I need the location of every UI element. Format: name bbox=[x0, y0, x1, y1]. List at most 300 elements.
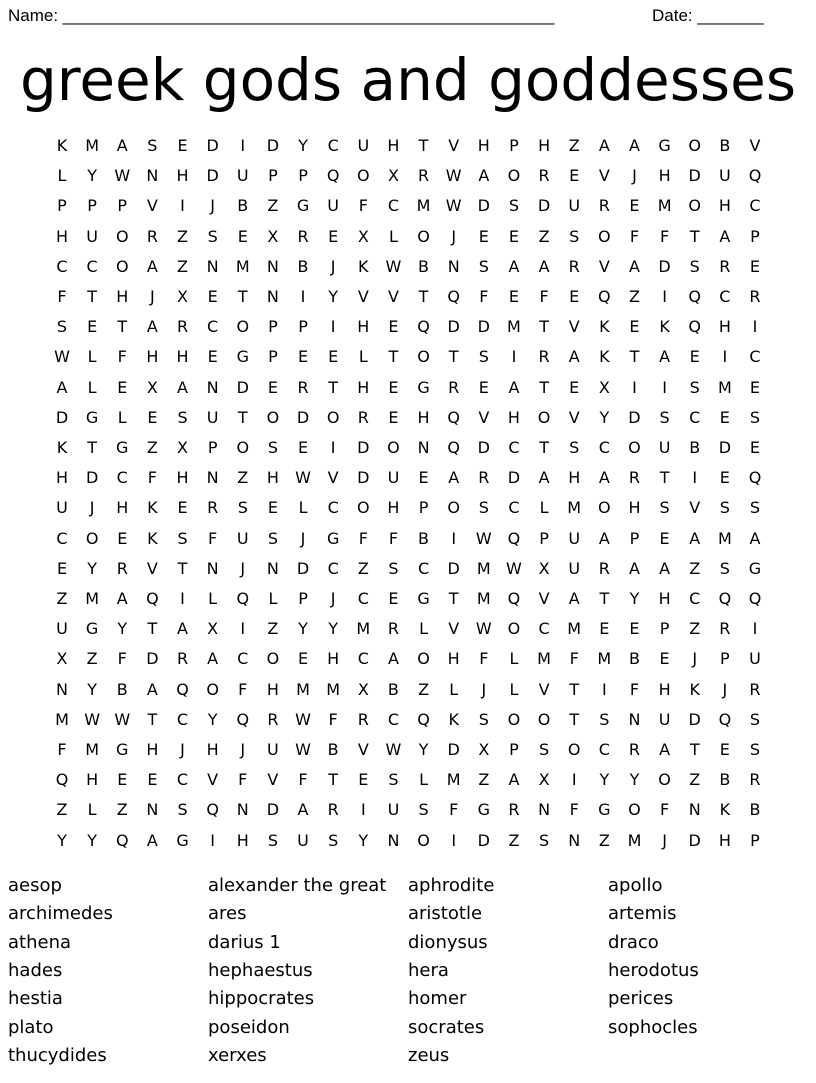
grid-letter: N bbox=[206, 558, 219, 578]
grid-letter: Q bbox=[447, 407, 460, 427]
grid-letter: D bbox=[206, 136, 219, 155]
word-list-item: hippocrates bbox=[208, 988, 315, 1010]
grid-letter: D bbox=[688, 166, 701, 186]
grid-letter: A bbox=[628, 558, 640, 578]
grid-letter: S bbox=[267, 438, 278, 457]
grid-letter: T bbox=[539, 438, 549, 457]
grid-letter: U bbox=[749, 649, 761, 669]
grid-letter: X bbox=[387, 166, 399, 186]
grid-letter: B bbox=[689, 438, 701, 457]
grid-letter: D bbox=[266, 800, 280, 820]
grid-letter: V bbox=[478, 407, 490, 427]
grid-letter: A bbox=[207, 649, 219, 669]
grid-letter: S bbox=[569, 226, 580, 246]
grid-letter: T bbox=[418, 287, 429, 306]
grid-letter: F bbox=[629, 226, 640, 246]
grid-letter: D bbox=[146, 649, 159, 669]
grid-letter: D bbox=[688, 830, 701, 850]
grid-letter: X bbox=[538, 770, 550, 790]
grid-letter: H bbox=[176, 347, 189, 367]
grid-letter: E bbox=[689, 347, 700, 367]
grid-letter: M bbox=[55, 709, 69, 729]
grid-letter: T bbox=[117, 317, 128, 337]
grid-letter: W bbox=[84, 709, 101, 729]
grid-letter: Q bbox=[146, 589, 159, 608]
grid-letter: O bbox=[537, 709, 551, 729]
grid-letter: P bbox=[539, 528, 549, 548]
grid-letter: E bbox=[56, 558, 68, 578]
grid-letter: B bbox=[327, 740, 339, 759]
word-list-item: aristotle bbox=[408, 903, 483, 925]
grid-letter: W bbox=[506, 558, 522, 578]
grid-letter: S bbox=[719, 558, 730, 578]
grid-letter: V bbox=[327, 468, 339, 488]
grid-letter: N bbox=[146, 166, 159, 186]
grid-letter: C bbox=[207, 317, 219, 337]
grid-letter: I bbox=[180, 196, 185, 216]
grid-letter: Z bbox=[177, 226, 188, 246]
grid-letter: L bbox=[539, 498, 549, 518]
grid-letter: F bbox=[117, 347, 127, 367]
grid-letter: G bbox=[748, 558, 762, 578]
grid-letter: J bbox=[150, 287, 155, 306]
grid-letter: L bbox=[419, 619, 428, 639]
grid-letter: Q bbox=[115, 830, 129, 850]
grid-letter: N bbox=[447, 256, 460, 276]
grid-letter: C bbox=[387, 196, 399, 216]
grid-letter: E bbox=[328, 226, 339, 246]
grid-letter: E bbox=[629, 196, 640, 216]
word-list-item: hades bbox=[8, 959, 63, 981]
grid-letter: G bbox=[598, 800, 611, 820]
grid-letter: T bbox=[539, 317, 549, 337]
grid-letter: O bbox=[266, 649, 280, 669]
grid-letter: F bbox=[539, 287, 549, 306]
grid-letter: Z bbox=[116, 800, 128, 820]
grid-letter: C bbox=[116, 468, 128, 488]
grid-letter: Z bbox=[267, 619, 279, 639]
grid-letter: T bbox=[629, 347, 640, 367]
grid-letter: M bbox=[85, 136, 100, 155]
grid-letter: Y bbox=[87, 679, 98, 699]
grid-letter: E bbox=[297, 649, 309, 669]
grid-letter: H bbox=[658, 589, 671, 608]
grid-letter: C bbox=[689, 407, 701, 427]
grid-letter: J bbox=[722, 679, 728, 699]
grid-letter: A bbox=[508, 770, 520, 790]
grid-letter: E bbox=[297, 438, 309, 457]
grid-letter: Z bbox=[86, 649, 98, 669]
grid-letter: E bbox=[719, 468, 730, 488]
grid-letter: B bbox=[719, 770, 731, 790]
grid-letter: H bbox=[718, 196, 731, 216]
grid-letter: Q bbox=[55, 770, 69, 790]
grid-letter: O bbox=[537, 407, 551, 427]
grid-letter: Q bbox=[447, 287, 460, 306]
grid-letter: D bbox=[718, 438, 732, 457]
grid-letter: Q bbox=[748, 166, 762, 186]
grid-letter: I bbox=[451, 830, 457, 850]
grid-letter: O bbox=[417, 830, 430, 850]
grid-letter: M bbox=[567, 498, 582, 518]
grid-letter: E bbox=[147, 407, 158, 427]
grid-letter: P bbox=[87, 196, 97, 216]
grid-letter: T bbox=[569, 679, 580, 699]
grid-letter: Y bbox=[117, 619, 128, 639]
grid-letter: U bbox=[719, 166, 731, 186]
date-field: Date: _______ bbox=[652, 6, 764, 25]
grid-letter: O bbox=[85, 528, 99, 548]
grid-letter: M bbox=[627, 830, 642, 850]
grid-letter: Q bbox=[718, 589, 732, 608]
grid-letter: A bbox=[568, 589, 580, 608]
grid-letter: Z bbox=[538, 226, 550, 246]
grid-letter: P bbox=[268, 166, 278, 186]
grid-letter: E bbox=[418, 468, 429, 488]
grid-letter: F bbox=[569, 800, 579, 820]
grid-letter: A bbox=[116, 589, 128, 608]
grid-letter: A bbox=[448, 468, 460, 488]
grid-letter: L bbox=[509, 679, 519, 699]
grid-letter: V bbox=[568, 317, 580, 337]
grid-letter: N bbox=[206, 377, 219, 397]
grid-letter: H bbox=[116, 287, 129, 306]
grid-letter: D bbox=[507, 468, 521, 488]
grid-letter: D bbox=[688, 709, 701, 729]
grid-letter: T bbox=[539, 377, 549, 397]
grid-letter: N bbox=[146, 800, 159, 820]
grid-letter: V bbox=[749, 136, 761, 155]
grid-letter: S bbox=[388, 770, 399, 790]
grid-letter: L bbox=[388, 226, 398, 246]
grid-letter: R bbox=[628, 740, 641, 759]
grid-letter: N bbox=[417, 438, 430, 457]
grid-letter: W bbox=[114, 166, 131, 186]
grid-letter: S bbox=[478, 709, 489, 729]
grid-letter: Q bbox=[326, 166, 340, 186]
grid-letter: P bbox=[298, 317, 308, 337]
grid-letter: D bbox=[296, 407, 310, 427]
grid-letter: T bbox=[448, 589, 459, 608]
grid-letter: G bbox=[326, 528, 340, 548]
grid-letter: C bbox=[176, 770, 189, 790]
grid-letter: Y bbox=[87, 830, 98, 850]
grid-letter: S bbox=[539, 740, 550, 759]
grid-letter: P bbox=[509, 136, 519, 155]
grid-letter: Q bbox=[507, 589, 521, 608]
grid-letter: S bbox=[539, 830, 550, 850]
grid-letter: I bbox=[632, 377, 637, 397]
grid-letter: G bbox=[477, 800, 491, 820]
grid-letter: K bbox=[599, 347, 610, 367]
grid-letter: L bbox=[87, 377, 97, 397]
grid-letter: J bbox=[330, 256, 336, 276]
word-list-item: xerxes bbox=[208, 1044, 267, 1066]
grid-letter: E bbox=[117, 377, 128, 397]
grid-letter: T bbox=[328, 377, 339, 397]
grid-letter: Z bbox=[478, 770, 490, 790]
grid-letter: H bbox=[718, 317, 731, 337]
grid-letter: E bbox=[569, 377, 580, 397]
grid-letter: X bbox=[478, 740, 490, 759]
grid-letter: R bbox=[357, 407, 369, 427]
grid-letter: V bbox=[598, 166, 610, 186]
grid-letter: A bbox=[508, 377, 520, 397]
grid-letter: M bbox=[356, 619, 371, 639]
grid-letter: D bbox=[357, 438, 370, 457]
grid-letter: Z bbox=[689, 558, 701, 578]
word-list-item: socrates bbox=[408, 1016, 485, 1038]
grid-letter: E bbox=[147, 770, 158, 790]
grid-letter: B bbox=[749, 800, 761, 820]
grid-letter: D bbox=[447, 558, 460, 578]
grid-letter: N bbox=[387, 830, 400, 850]
grid-letter: F bbox=[569, 649, 579, 669]
grid-letter: R bbox=[116, 558, 128, 578]
grid-letter: R bbox=[508, 800, 520, 820]
grid-letter: X bbox=[56, 649, 68, 669]
grid-letter: N bbox=[568, 830, 581, 850]
grid-letter: H bbox=[658, 166, 671, 186]
grid-letter: R bbox=[478, 468, 490, 488]
grid-letter: S bbox=[177, 407, 188, 427]
word-list-item: darius 1 bbox=[208, 931, 281, 953]
grid-letter: C bbox=[56, 256, 68, 276]
grid-letter: S bbox=[569, 438, 580, 457]
grid-letter: A bbox=[177, 619, 188, 639]
grid-letter: E bbox=[599, 619, 610, 639]
grid-letter: A bbox=[146, 830, 158, 850]
grid-letter: R bbox=[749, 770, 761, 790]
word-list-item: herodotus bbox=[608, 959, 699, 981]
grid-letter: I bbox=[752, 317, 758, 337]
grid-letter: H bbox=[568, 468, 581, 488]
grid-letter: W bbox=[295, 709, 311, 729]
grid-letter: D bbox=[477, 830, 490, 850]
grid-letter: D bbox=[477, 317, 490, 337]
word-list-item: perices bbox=[608, 988, 674, 1010]
grid-letter: W bbox=[475, 528, 492, 548]
grid-letter: U bbox=[236, 528, 249, 548]
grid-letter: P bbox=[298, 589, 308, 608]
grid-letter: M bbox=[537, 649, 551, 669]
grid-letter: O bbox=[206, 679, 219, 699]
word-list-item: hestia bbox=[8, 988, 63, 1010]
grid-letter: O bbox=[326, 407, 340, 427]
grid-letter: X bbox=[538, 558, 550, 578]
word-list-item: plato bbox=[8, 1016, 54, 1038]
grid-letter: M bbox=[567, 619, 582, 639]
grid-letter: O bbox=[447, 498, 460, 518]
grid-letter: B bbox=[237, 196, 249, 216]
grid-letter: Z bbox=[237, 468, 249, 488]
grid-letter: O bbox=[115, 256, 129, 276]
grid-letter: T bbox=[599, 589, 610, 608]
grid-letter: D bbox=[85, 468, 99, 488]
grid-letter: I bbox=[330, 438, 336, 457]
grid-letter: A bbox=[146, 256, 158, 276]
grid-letter: S bbox=[749, 498, 761, 518]
grid-letter: K bbox=[448, 709, 459, 729]
grid-letter: R bbox=[176, 317, 189, 337]
grid-letter: X bbox=[267, 226, 279, 246]
page-title: greek gods and goddesses bbox=[19, 46, 797, 114]
grid-letter: E bbox=[388, 589, 399, 608]
grid-letter: C bbox=[387, 709, 399, 729]
grid-letter: H bbox=[327, 649, 340, 669]
grid-letter: R bbox=[267, 709, 279, 729]
grid-letter: T bbox=[328, 770, 339, 790]
grid-letter: I bbox=[571, 770, 577, 790]
grid-letter: C bbox=[689, 589, 701, 608]
grid-letter: H bbox=[55, 468, 69, 488]
grid-letter: U bbox=[357, 136, 370, 155]
grid-letter: H bbox=[447, 649, 460, 669]
grid-letter: Z bbox=[357, 558, 369, 578]
grid-letter: L bbox=[57, 166, 67, 186]
grid-letter: S bbox=[328, 830, 339, 850]
grid-letter: L bbox=[208, 589, 218, 608]
grid-letter: Y bbox=[629, 770, 640, 790]
grid-letter: S bbox=[56, 317, 68, 337]
grid-letter: I bbox=[451, 528, 457, 548]
grid-letter: E bbox=[478, 377, 489, 397]
grid-letter: V bbox=[207, 770, 219, 790]
grid-letter: I bbox=[722, 347, 728, 367]
grid-letter: U bbox=[658, 709, 671, 729]
grid-letter: S bbox=[749, 709, 761, 729]
grid-letter: E bbox=[117, 770, 128, 790]
grid-letter: Q bbox=[447, 438, 460, 457]
grid-letter: H bbox=[357, 377, 370, 397]
grid-letter: C bbox=[176, 709, 189, 729]
grid-letter: H bbox=[718, 830, 731, 850]
grid-letter: T bbox=[418, 136, 429, 155]
grid-letter: P bbox=[750, 830, 760, 850]
word-list-item: draco bbox=[608, 931, 659, 953]
grid-letter: H bbox=[86, 770, 99, 790]
grid-letter: J bbox=[481, 679, 487, 699]
grid-letter: R bbox=[176, 649, 189, 669]
grid-letter: U bbox=[658, 438, 671, 457]
grid-letter: Q bbox=[748, 468, 762, 488]
grid-letter: U bbox=[297, 830, 309, 850]
grid-letter: D bbox=[266, 136, 280, 155]
grid-letter: D bbox=[628, 407, 641, 427]
grid-letter: C bbox=[749, 347, 761, 367]
grid-letter: E bbox=[508, 226, 519, 246]
grid-letter: E bbox=[749, 438, 761, 457]
grid-letter: S bbox=[749, 740, 761, 759]
grid-letter: F bbox=[659, 800, 670, 820]
grid-letter: U bbox=[86, 226, 98, 246]
grid-letter: H bbox=[176, 468, 189, 488]
grid-letter: O bbox=[658, 770, 671, 790]
grid-letter: N bbox=[266, 287, 279, 306]
grid-letter: C bbox=[237, 649, 249, 669]
grid-letter: V bbox=[598, 256, 610, 276]
grid-letter: A bbox=[749, 528, 761, 548]
grid-letter: O bbox=[567, 740, 581, 759]
grid-letter: E bbox=[207, 347, 218, 367]
grid-letter: E bbox=[388, 377, 399, 397]
grid-letter: M bbox=[507, 317, 521, 337]
grid-letter: W bbox=[114, 709, 131, 729]
grid-letter: I bbox=[180, 589, 185, 608]
grid-letter: D bbox=[658, 256, 671, 276]
grid-letter: U bbox=[568, 196, 581, 216]
grid-letter: V bbox=[357, 740, 369, 759]
grid-letter: Y bbox=[358, 830, 369, 850]
grid-letter: D bbox=[477, 438, 490, 457]
grid-letter: H bbox=[658, 679, 671, 699]
grid-letter: A bbox=[177, 377, 188, 397]
grid-letter: E bbox=[267, 377, 278, 397]
grid-letter: R bbox=[749, 679, 761, 699]
grid-letter: F bbox=[479, 649, 489, 669]
grid-letter: K bbox=[719, 800, 731, 820]
grid-letter: Z bbox=[146, 438, 158, 457]
grid-letter: A bbox=[56, 377, 68, 397]
grid-letter: S bbox=[267, 830, 278, 850]
grid-letter: G bbox=[417, 589, 430, 608]
grid-letter: E bbox=[267, 498, 278, 518]
grid-letter: E bbox=[629, 317, 640, 337]
grid-letter: E bbox=[749, 256, 761, 276]
grid-letter: P bbox=[207, 438, 218, 457]
grid-letter: F bbox=[358, 196, 368, 216]
name-field: Name: ____________________________________________________ bbox=[8, 6, 555, 25]
grid-letter: E bbox=[237, 226, 248, 246]
grid-letter: I bbox=[692, 468, 698, 488]
grid-letter: E bbox=[177, 498, 188, 518]
grid-letter: W bbox=[385, 740, 402, 759]
grid-letter: K bbox=[599, 317, 610, 337]
grid-letter: L bbox=[358, 347, 368, 367]
grid-letter: Y bbox=[599, 770, 610, 790]
grid-letter: D bbox=[447, 740, 460, 759]
grid-letter: M bbox=[296, 679, 310, 699]
grid-letter: K bbox=[358, 256, 369, 276]
grid-letter: W bbox=[54, 347, 70, 367]
grid-letter: J bbox=[180, 740, 185, 759]
word-list-item: zeus bbox=[408, 1044, 450, 1066]
grid-letter: V bbox=[146, 196, 158, 216]
grid-letter: W bbox=[385, 256, 402, 276]
grid-letter: S bbox=[237, 498, 248, 518]
grid-letter: V bbox=[146, 558, 158, 578]
grid-letter: U bbox=[568, 528, 581, 548]
grid-letter: U bbox=[267, 740, 279, 759]
grid-letter: B bbox=[297, 256, 309, 276]
grid-letter: T bbox=[87, 438, 98, 457]
grid-letter: F bbox=[238, 770, 248, 790]
grid-letter: A bbox=[116, 136, 128, 155]
grid-letter: H bbox=[387, 136, 400, 155]
grid-letter: R bbox=[207, 498, 219, 518]
grid-letter: S bbox=[177, 528, 188, 548]
grid-letter: I bbox=[210, 830, 215, 850]
grid-letter: O bbox=[598, 226, 611, 246]
grid-letter: E bbox=[749, 377, 761, 397]
grid-letter: Y bbox=[629, 589, 640, 608]
grid-letter: U bbox=[327, 196, 340, 216]
grid-letter: V bbox=[568, 407, 580, 427]
grid-letter: C bbox=[56, 528, 68, 548]
grid-letter: R bbox=[297, 226, 309, 246]
grid-letter: A bbox=[538, 468, 550, 488]
grid-letter: F bbox=[57, 287, 67, 306]
